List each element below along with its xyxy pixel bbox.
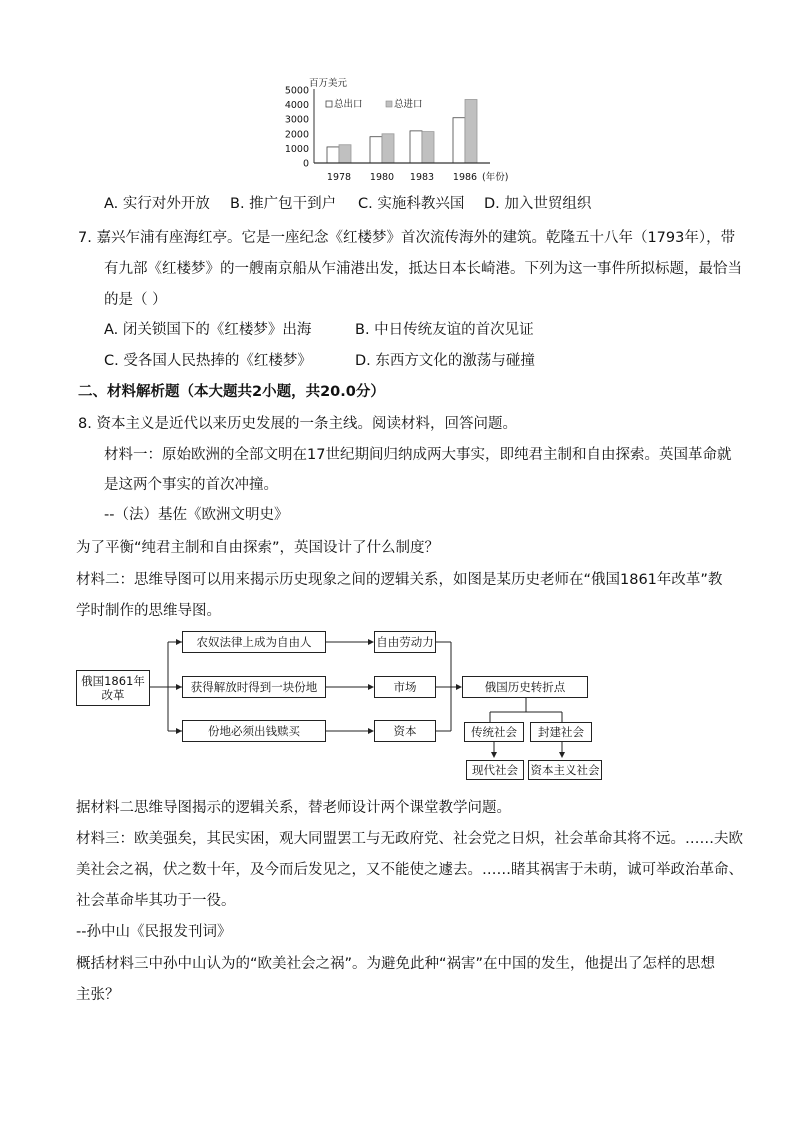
mindmap-feudal-society: 封建社会 xyxy=(530,722,592,742)
material-1-line1: 材料一：原始欧洲的全部文明在17世纪期间归纳成两大事实，即纯君主制和自由探索。英国革命就 xyxy=(104,447,732,463)
legend-swatch-import xyxy=(386,101,392,107)
q7-option-b[interactable]: B. 中日传统友谊的首次见证 xyxy=(355,322,534,338)
material-1-source: --（法）基佐《欧洲文明史》 xyxy=(104,507,289,523)
q6-option-d[interactable]: D. 加入世贸组织 xyxy=(484,196,592,212)
mindmap-turning-point: 俄国历史转折点 xyxy=(462,676,588,698)
x-tick-label: 1980 xyxy=(369,172,395,183)
q7-option-c[interactable]: C. 受各国人民热捧的《红楼梦》 xyxy=(104,353,312,369)
mindmap-traditional-society: 传统社会 xyxy=(464,722,524,742)
y-tick-label: 2000 xyxy=(284,129,309,141)
bar-export-1986 xyxy=(453,118,465,163)
mind-map xyxy=(76,630,606,785)
chart-y-ticks xyxy=(285,86,309,170)
chart-x-ticks xyxy=(327,172,477,183)
q7-option-d[interactable]: D. 东西方文化的激荡与碰撞 xyxy=(355,353,535,369)
q7-stem-line3: 的是（ ） xyxy=(104,292,167,308)
q8-intro: 8. 资本主义是近代以来历史发展的一条主线。阅读材料，回答问题。 xyxy=(78,416,517,432)
bar-import-1986 xyxy=(465,99,477,163)
bar-import-1983 xyxy=(422,132,434,163)
legend-swatch-export xyxy=(326,101,332,107)
bar-export-1978 xyxy=(327,147,339,163)
mindmap-capitalist-society: 资本主义社会 xyxy=(528,760,602,780)
y-tick-label: 4000 xyxy=(284,100,309,112)
mindmap-result-capital: 资本 xyxy=(374,720,436,742)
y-tick-label: 3000 xyxy=(284,114,309,126)
mindmap-result-labor: 自由劳动力 xyxy=(374,631,436,653)
bar-export-1983 xyxy=(410,131,422,163)
material-1-line2: 是这两个事实的首次冲撞。 xyxy=(104,477,278,493)
material-3-line3: 社会革命毕其功于一役。 xyxy=(76,893,236,909)
x-tick-label: 1986 xyxy=(452,172,478,183)
chart-y-axis-label: 百万美元 xyxy=(309,78,348,89)
q7-stem-line1: 7. 嘉兴乍浦有座海红亭。它是一座纪念《红楼梦》首次流传海外的建筑。乾隆五十八年（1793年），带 xyxy=(78,230,736,246)
q6-option-b[interactable]: B. 推广包干到户 xyxy=(230,196,337,212)
mindmap-modern-society: 现代社会 xyxy=(466,760,524,780)
chart-legend xyxy=(326,98,423,110)
mindmap-root: 俄国1861年改革 xyxy=(76,670,150,706)
material-2-line1: 材料二：思维导图可以用来揭示历史现象之间的逻辑关系，如图是某历史老师在“俄国1861年改革”教 xyxy=(76,572,723,588)
bar-import-1980 xyxy=(382,134,394,163)
material-3-line2: 美社会之祸，伏之数十年，及今而后发见之，又不能使之遽去。……睹其祸害于未萌，诚可举政治革命、 xyxy=(76,862,743,878)
y-tick-label: 1000 xyxy=(284,143,309,155)
legend-label-export: 总出口 xyxy=(334,99,363,110)
section-2-title: 二、材料解析题（本大题共2小题，共20.0分） xyxy=(78,384,385,400)
material-2-line2: 学时制作的思维导图。 xyxy=(76,603,221,619)
x-tick-label: 1978 xyxy=(326,172,352,183)
question-3-line2: 主张？ xyxy=(76,987,120,1003)
question-3-line1: 概括材料三中孙中山认为的“欧美社会之祸”。为避免此种“祸害”在中国的发生，他提出了怎样的思想 xyxy=(76,956,716,972)
q6-option-c[interactable]: C. 实施科教兴国 xyxy=(358,196,465,212)
question-1: 为了平衡“纯君主制和自由探索”，英国设计了什么制度？ xyxy=(76,540,440,556)
legend-label-import: 总进口 xyxy=(394,99,423,110)
chart-x-axis-label: (年份) xyxy=(482,172,509,183)
q7-stem-line2: 有九部《红楼梦》的一艘南京船从乍浦港出发，抵达日本长崎港。下列为这一事件所拟标题，最恰当 xyxy=(104,261,742,277)
mindmap-cause-3: 份地必须出钱赎买 xyxy=(182,720,326,742)
q6-option-a[interactable]: A. 实行对外开放 xyxy=(104,196,210,212)
material-3-source: --孙中山《民报发刊词》 xyxy=(76,924,232,940)
y-tick-label: 0 xyxy=(302,158,309,170)
mind-map-connectors xyxy=(76,630,606,785)
bar-import-1978 xyxy=(339,145,351,163)
question-2: 据材料二思维导图揭示的逻辑关系，替老师设计两个课堂教学问题。 xyxy=(76,800,511,816)
mindmap-cause-2: 获得解放时得到一块份地 xyxy=(182,676,326,698)
q7-option-a[interactable]: A. 闭关锁国下的《红楼梦》出海 xyxy=(104,322,312,338)
trade-bar-chart xyxy=(282,76,522,188)
mindmap-result-market: 市场 xyxy=(374,676,436,698)
mindmap-cause-1: 农奴法律上成为自由人 xyxy=(182,631,326,653)
bar-export-1980 xyxy=(370,137,382,163)
x-tick-label: 1983 xyxy=(409,172,435,183)
y-tick-label: 5000 xyxy=(284,85,309,97)
material-3-line1: 材料三：欧美强矣，其民实困，观大同盟罢工与无政府党、社会党之日炽，社会革命其将不远。……夫欧 xyxy=(76,831,743,847)
